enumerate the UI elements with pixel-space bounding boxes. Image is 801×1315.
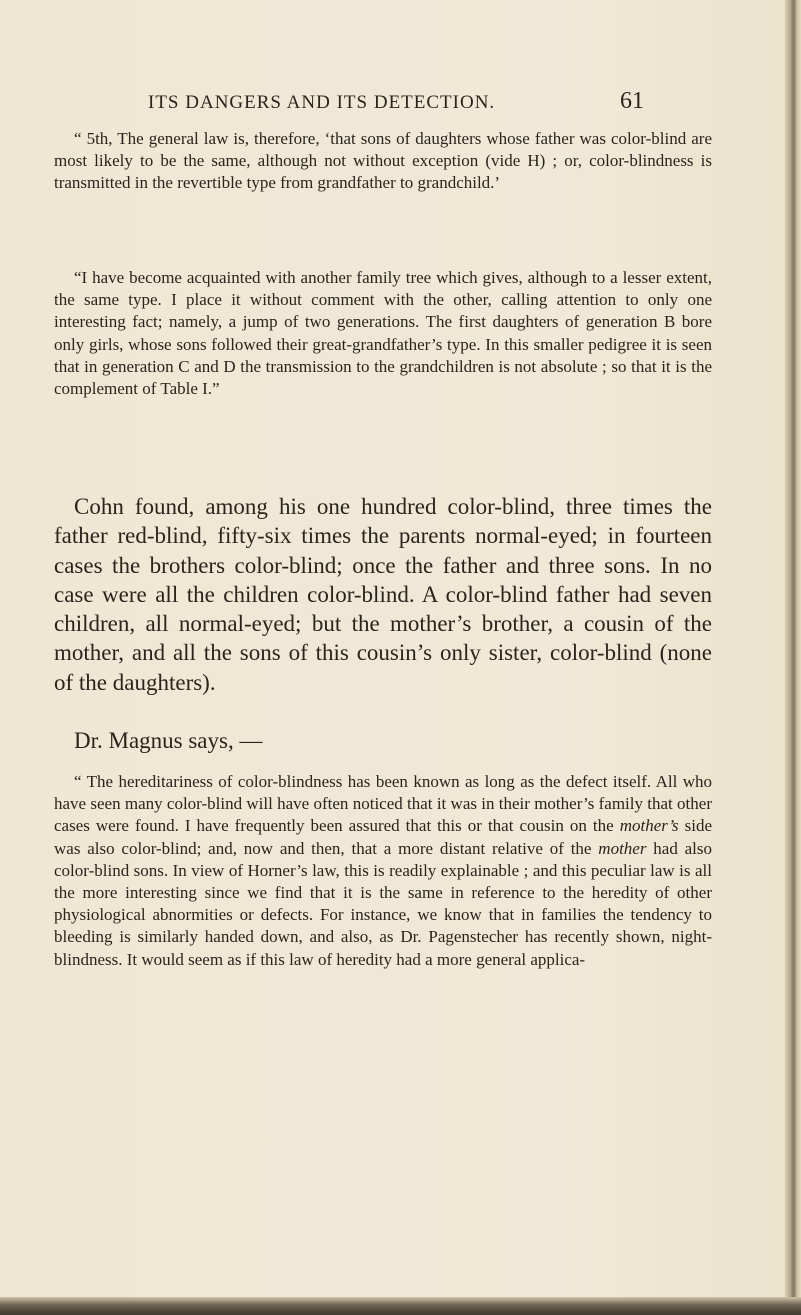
quote-paragraph-2 [54,267,712,400]
running-head [0,88,720,118]
quote-paragraph-magnus-text [54,771,712,971]
page-number: 61 [620,88,644,114]
book-spine-edge [785,0,801,1315]
quote-italic-mother: mother [598,838,647,858]
quote-paragraph-magnus [54,771,712,971]
quote-text-part-1: “ The hereditariness of color-blindness has been known as long as the defect itself. All who have seen many color-blind will have often noticed that it was in their mother’s family that other cases were found. I have frequently been assured that this or that cousin on the [54,772,712,836]
quote-text-part-2: side was also color-blind; and, now and then, that a more distant relative of the [54,816,713,858]
body-paragraph-cohn-text: Cohn found, among his one hundred color-blind, three times the father red-blind, fifty-six times the parents normal-eyed; in fourteen cases the brothers color-blind; once the father and three sons. In no case were all the children color-blind. A color-blind father had seven children, all normal-eyed; but the mother’s brother, a cousin of the mother, and all the sons of this cousin’s only sister, color-blind (none of the daughters). [54,494,712,695]
body-paragraph-magnus-text: Dr. Magnus says, — [74,728,263,753]
body-paragraph-magnus [54,726,712,755]
quote-paragraph-2-text: “I have become acquainted with another family tree which gives, although to a lesser extent, the same type. I place it without comment with the other, calling attention to only one interesting fact; namely, a jump of two generations. The first daughters of generation B bore only girls, whose sons followed their great-grandfather’s type. In this smaller pedigree it is seen that in generation C and D the transmission to the grandchildren is not absolute ; so that it is the complement of Table I.” [54,268,712,399]
body-paragraph-cohn [54,492,712,697]
quote-italic-mothers: mother’s [619,816,679,836]
quote-paragraph-1-text: “ 5th, The general law is, therefore, ‘that sons of daughters whose father was color-blind are most likely to be the same, although not without exception (vide H) ; or, color-blindness is transmitted in the revertible type from grandfather to grandchild.’ [54,129,712,193]
running-title: ITS DANGERS AND ITS DETECTION. [148,92,496,113]
page-bottom-edge [0,1297,801,1315]
quote-text-part-3: had also color-blind sons. In view of Horner’s law, this is readily explainable ; and this peculiar law is all the more interesting since we find that it is the same in reference to the heredity of other physiological abnormities or defects. For instance, we know that in families the tendency to bleeding is similarly handed down, and also, as Dr. Pagenstecher has recently shown, night-blindness. It would seem as if this law of heredity had a more general applica- [54,838,712,969]
quote-paragraph-1 [54,128,712,195]
